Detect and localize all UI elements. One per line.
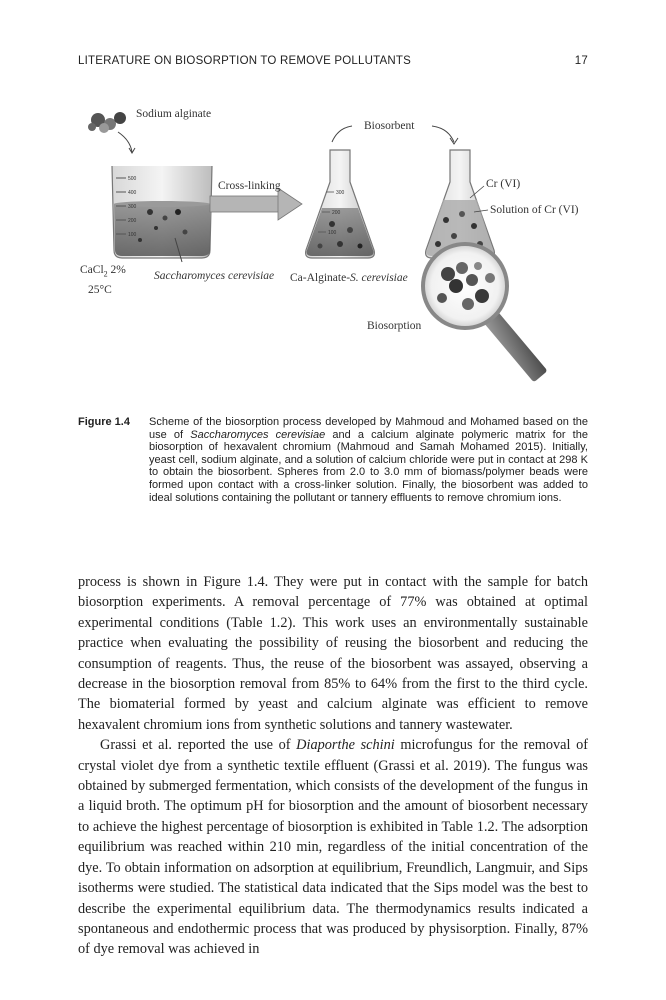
label-temperature: 25°C (88, 284, 112, 296)
paragraph-2-species: Diaporthe schini (296, 737, 395, 754)
label-biosorption: Biosorption (367, 320, 422, 332)
beaker-icon (112, 166, 212, 258)
beaker-mark-4: 200 (128, 218, 137, 224)
label-biosorbent: Biosorbent (364, 120, 415, 132)
paragraph-2-part-2: microfungus for the removal of crystal violet dye from a synthetic textile effluent (Grassi et al. 2019). The fungus was obtained by submerged fermentation, which consists of the development of the fungus in a liquid broth. The optimum pH for biosorption and the amount of biosorbent necessary to achieve the highest percentage of biosorption is exhibited in Table 1.2. The adsorption equilibrium was reached within 210 min, regardless of the initial concentration of the dye. To obtain information on adsorption at equilibrium, Freundlich, Langmuir, and Sips isotherms were studied. The statistical data indicated that the Sips model was the best to describe the experimental equilibrium data. The thermodynamics results indicated a spontaneous and endothermic process that was produced by physisorption. Finally, 87% of dye removal was achieved in (78, 737, 588, 958)
flask-mark-1: 300 (336, 190, 345, 196)
beaker-mark-5: 100 (128, 232, 137, 238)
paragraph-2-part-1: Grassi et al. reported the use of (100, 737, 297, 754)
caption-text (149, 416, 588, 504)
flask-icon (306, 150, 375, 258)
biosorbent-arrow-left (332, 126, 352, 142)
flask-cr-icon (426, 150, 495, 258)
ca-alginate-prefix: Ca-Alginate- (290, 272, 351, 284)
paragraph-1: process is shown in Figure 1.4. They were put in contact with the sample for batch biosorption experiments. A removal percentage of 77% was obtained at optimal experimental conditions (Table 1.2). This work uses an environmentally sustainable practice when evaluating the possibility of reusing the biosorbent and reducing the consumption of reagents. Thus, the reuse of the biosorbent was assayed, observing a decrease in the biosorption removal from 85% to 64% from the first to the third cycle. The biomaterial formed by yeast and calcium alginate was efficient to remove hexavalent chromium ions from synthetic solutions and tannery wastewater. (78, 574, 588, 733)
caption-species: Saccharomyces cerevisiae (190, 428, 326, 441)
biosorption-scheme-illustration (70, 100, 600, 400)
label-cacl2 (80, 264, 126, 278)
ca-alginate-species: S. cerevisiae (350, 272, 408, 284)
paragraph-2 (78, 735, 588, 959)
caption-text-part-1: Scheme of the biosorption process developed by Mahmoud and Mohamed based on the use of (149, 416, 588, 441)
flask-mark-2: 200 (332, 210, 341, 216)
magnifying-glass-icon (423, 244, 548, 382)
cacl2-formula: CaCl (80, 264, 104, 276)
label-saccharomyces: Saccharomyces cerevisiae (154, 270, 275, 282)
label-cross-linking: Cross-linking (218, 180, 281, 192)
running-title: LITERATURE ON BIOSORPTION TO REMOVE POLLUTANTS (78, 55, 411, 67)
body-text (78, 572, 588, 960)
label-cr-vi: Cr (VI) (486, 178, 521, 190)
caption-label: Figure 1.4 (78, 416, 130, 428)
figure-1-4 (70, 100, 600, 400)
label-ca-alginate (290, 272, 408, 284)
cross-linking-arrow (210, 188, 302, 220)
page-number: 17 (574, 55, 588, 67)
beaker-mark-2: 400 (128, 190, 137, 196)
cacl2-percent: 2% (107, 264, 126, 276)
caption-text-part-2: and a calcium alginate polymeric matrix for the biosorption of hexavalent chromium (Mahmoud and Samah Mohamed 2015). Initially, yeast cell, sodium alginate, and a solution of calcium chloride were put in contact at 298 K to obtain the biosorbent. Spheres from 2.0 to 3.0 mm of biomass/polymer beads were formed upon contact with a cross-linker solution. Finally, the biosorbent was added to ideal solutions containing the pollutant or tannery effluents to remove chromium ions. (149, 428, 588, 504)
label-sodium-alginate: Sodium alginate (136, 108, 212, 120)
beaker-mark-3: 300 (128, 204, 137, 210)
beaker-mark-1: 500 (128, 176, 137, 182)
flask-mark-3: 100 (328, 230, 337, 236)
figure-caption (78, 416, 588, 504)
cacl2-subscript: 2 (103, 269, 108, 279)
label-solution-cr-vi: Solution of Cr (VI) (490, 204, 579, 216)
sodium-alginate-icon (88, 112, 126, 133)
running-header (78, 55, 588, 75)
